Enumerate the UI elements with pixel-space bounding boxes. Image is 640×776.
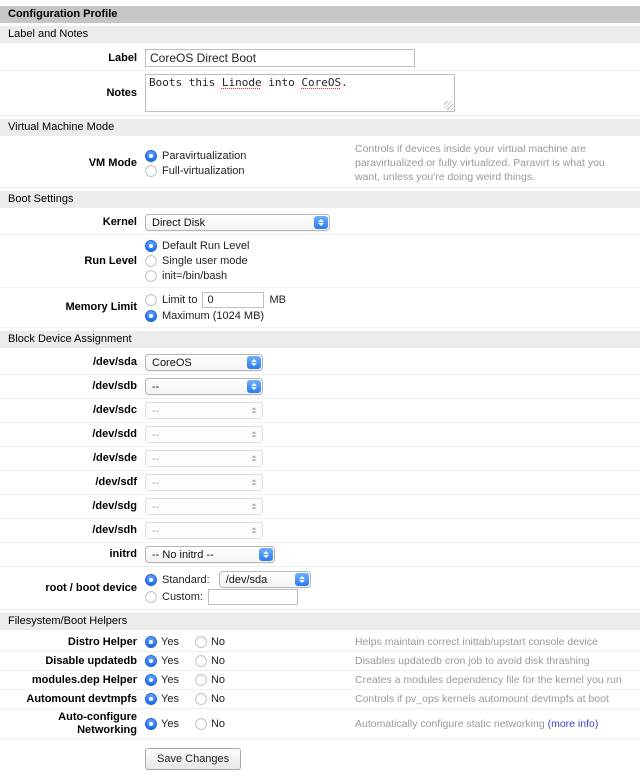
select-spinner-icon xyxy=(247,356,261,369)
notes-row xyxy=(0,71,640,116)
radio-disable-updatedb-no[interactable] xyxy=(195,655,207,667)
select-spinner-icon xyxy=(247,500,261,513)
run-level-row: Run Level Default Run Level Single user mode init=/bin/bash xyxy=(0,235,640,288)
root-boot-device-row: root / boot device Standard: /dev/sda Custom: xyxy=(0,567,640,610)
radio-limit-to[interactable] xyxy=(145,294,157,306)
radio-standard-root[interactable] xyxy=(145,574,157,586)
initrd-select[interactable]: -- No initrd -- xyxy=(145,546,275,563)
device-row-sdh: /dev/sdh -- xyxy=(0,519,640,543)
section-block-device-assignment: Block Device Assignment xyxy=(0,331,640,348)
footer xyxy=(0,740,640,776)
notes-textarea[interactable]: Boots this Linode into CoreOS. xyxy=(145,74,455,112)
section-virtual-machine-mode: Virtual Machine Mode xyxy=(0,119,640,136)
section-boot-settings: Boot Settings xyxy=(0,191,640,208)
more-info-link[interactable]: (more info) xyxy=(547,718,599,730)
device-row-sdb: /dev/sdb -- xyxy=(0,375,640,399)
select-spinner-icon xyxy=(247,380,261,393)
select-spinner-icon xyxy=(247,476,261,489)
label-field-label: Label xyxy=(108,51,137,64)
run-level-label: Run Level xyxy=(84,254,137,267)
memory-limit-label: Memory Limit xyxy=(65,301,137,313)
select-spinner-icon xyxy=(295,573,309,586)
device-row-sdg: /dev/sdg -- xyxy=(0,495,640,519)
select-spinner-icon xyxy=(247,452,261,465)
device-select-sdg: -- xyxy=(145,498,263,515)
memory-limit-row: Memory Limit Limit to 0 MB Maximum (1024 MB) xyxy=(0,288,640,328)
radio-modules-dep-yes[interactable] xyxy=(145,674,157,686)
label-input[interactable] xyxy=(145,49,415,67)
radio-init-bin-bash[interactable] xyxy=(145,270,157,282)
radio-single-user-mode[interactable] xyxy=(145,255,157,267)
select-spinner-icon xyxy=(247,428,261,441)
radio-auto-configure-networking-yes[interactable] xyxy=(145,718,157,730)
radio-distro-helper-no[interactable] xyxy=(195,636,207,648)
memory-limit-input[interactable] xyxy=(202,292,264,308)
vm-mode-help: Controls if devices inside your virtual machine are paravirtualized or fully virtualized. Paravirt is what you want, unless you're doing weird things. xyxy=(355,143,605,183)
custom-root-input[interactable] xyxy=(208,589,298,605)
section-label-and-notes: Label and Notes xyxy=(0,26,640,43)
radio-automount-devtmpfs-yes[interactable] xyxy=(145,693,157,705)
radio-default-run-level[interactable] xyxy=(145,240,157,252)
memory-unit-label: MB xyxy=(269,294,286,306)
kernel-select[interactable]: Direct Disk xyxy=(145,214,330,231)
select-spinner-icon xyxy=(314,216,328,229)
helper-row-modules-dep: modules.dep Helper Yes No Creates a modules dependency file for the kernel you run xyxy=(0,671,640,690)
root-device-select[interactable]: /dev/sda xyxy=(219,571,311,588)
radio-auto-configure-networking-no[interactable] xyxy=(195,718,207,730)
radio-paravirtualization[interactable] xyxy=(145,150,157,162)
select-spinner-icon xyxy=(259,548,273,561)
device-select-sdb[interactable]: -- xyxy=(145,378,263,395)
radio-automount-devtmpfs-no[interactable] xyxy=(195,693,207,705)
device-select-sdd: -- xyxy=(145,426,263,443)
vm-mode-label: VM Mode xyxy=(88,156,137,169)
radio-distro-helper-yes[interactable] xyxy=(145,636,157,648)
label-row xyxy=(0,46,640,71)
device-row-sdf: /dev/sdf -- xyxy=(0,471,640,495)
helper-row-devtmpfs: Automount devtmpfs Yes No Controls if pv_ops kernels automount devtmpfs at boot xyxy=(0,690,640,709)
kernel-row xyxy=(0,211,640,235)
device-select-sde: -- xyxy=(145,450,263,467)
radio-modules-dep-no[interactable] xyxy=(195,674,207,686)
device-select-sdf: -- xyxy=(145,474,263,491)
page-title: Configuration Profile xyxy=(0,6,640,23)
save-changes-button[interactable]: Save Changes xyxy=(145,748,241,770)
device-row-sde: /dev/sde -- xyxy=(0,447,640,471)
select-spinner-icon xyxy=(247,524,261,537)
radio-custom-root[interactable] xyxy=(145,591,157,603)
initrd-row: initrd -- No initrd -- xyxy=(0,543,640,567)
device-row-sdd: /dev/sdd -- xyxy=(0,423,640,447)
resize-grip-icon[interactable] xyxy=(444,101,453,110)
helper-row-distro: Distro Helper Yes No Helps maintain correct inittab/upstart console device xyxy=(0,633,640,652)
radio-disable-updatedb-yes[interactable] xyxy=(145,655,157,667)
helper-row-updatedb: Disable updatedb Yes No Disables updatedb cron job to avoid disk thrashing xyxy=(0,652,640,671)
device-select-sdh: -- xyxy=(145,522,263,539)
section-filesystem-boot-helpers: Filesystem/Boot Helpers xyxy=(0,613,640,630)
radio-full-virtualization[interactable] xyxy=(145,165,157,177)
kernel-label: Kernel xyxy=(102,216,137,228)
notes-field-label: Notes xyxy=(106,86,137,99)
select-spinner-icon xyxy=(247,404,261,417)
device-select-sda[interactable]: CoreOS xyxy=(145,354,263,371)
device-select-sdc: -- xyxy=(145,402,263,419)
device-row-sdc: /dev/sdc -- xyxy=(0,399,640,423)
device-row-sda: /dev/sda CoreOS xyxy=(0,351,640,375)
radio-maximum-memory[interactable] xyxy=(145,310,157,322)
vm-mode-row: VM Mode Paravirtualization Full-virtualization Controls if devices inside your virtual machine are paravirtualized or fully virtualized. Paravirt is what you want, unless you're doing weird things. xyxy=(0,139,640,188)
helper-row-networking: Auto-configure Networking Yes No Automatically configure static networking (more info) xyxy=(0,709,640,740)
